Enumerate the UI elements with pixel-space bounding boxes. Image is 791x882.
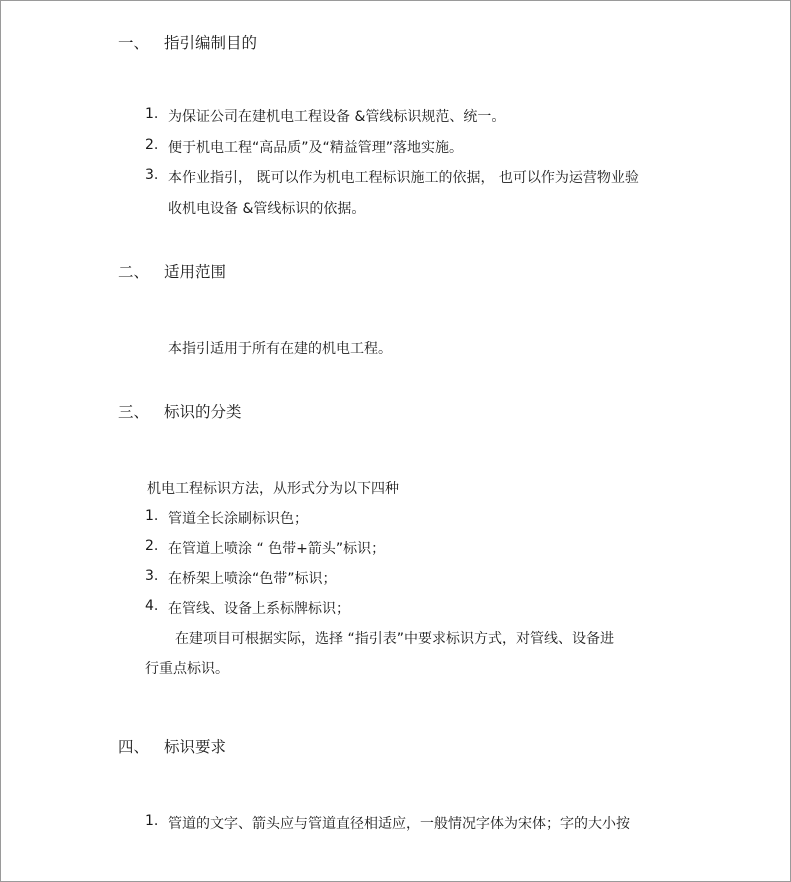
section-intro: 机电工程标识方法，从形式分为以下四种 <box>147 481 399 497</box>
section-title: 适用范围 <box>164 263 227 281</box>
section-title: 指引编制目的 <box>164 34 258 52</box>
section-paragraph: 本指引适用于所有在建的机电工程。 <box>168 341 392 357</box>
list-number: 4. <box>145 598 159 614</box>
list-item-text: 为保证公司在建机电工程设备 &管线标识规范、统一。 <box>168 109 506 125</box>
section-closing-line: 在建项目可根据实际，选择 “指引表”中要求标识方式，对管线、设备进 <box>175 631 614 647</box>
list-item-text: 在管道上喷涂 “ 色带+箭头”标识； <box>168 541 386 557</box>
list-item-text: 管道全长涂刷标识色； <box>168 511 308 527</box>
list-number: 1. <box>145 813 159 829</box>
list-number: 1. <box>145 508 159 524</box>
list-number: 1. <box>145 106 159 122</box>
list-item-text: 管道的文字、箭头应与管道直径相适应，一般情况字体为宋体；字的大小按 <box>168 816 630 832</box>
section-closing-line-continued: 行重点标识。 <box>145 661 229 677</box>
section-title: 标识的分类 <box>164 403 242 421</box>
list-number: 3. <box>145 568 159 584</box>
list-item-text: 在桥架上喷涂“色带”标识； <box>168 571 337 587</box>
list-item-text-continued: 收机电设备 &管线标识的依据。 <box>168 201 366 217</box>
list-item-text: 便于机电工程“高品质”及“精益管理”落地实施。 <box>168 140 464 156</box>
list-item-text: 本作业指引， 既可以作为机电工程标识施工的依据， 也可以作为运营物业验 <box>168 170 639 186</box>
section-number: 一、 <box>118 34 150 52</box>
section-number: 四、 <box>118 738 150 756</box>
list-item-text: 在管线、设备上系标牌标识； <box>168 601 350 617</box>
list-number: 3. <box>145 167 159 183</box>
list-number: 2. <box>145 538 159 554</box>
section-number: 三、 <box>118 403 150 421</box>
list-number: 2. <box>145 137 159 153</box>
section-number: 二、 <box>118 263 150 281</box>
section-title: 标识要求 <box>164 738 227 756</box>
